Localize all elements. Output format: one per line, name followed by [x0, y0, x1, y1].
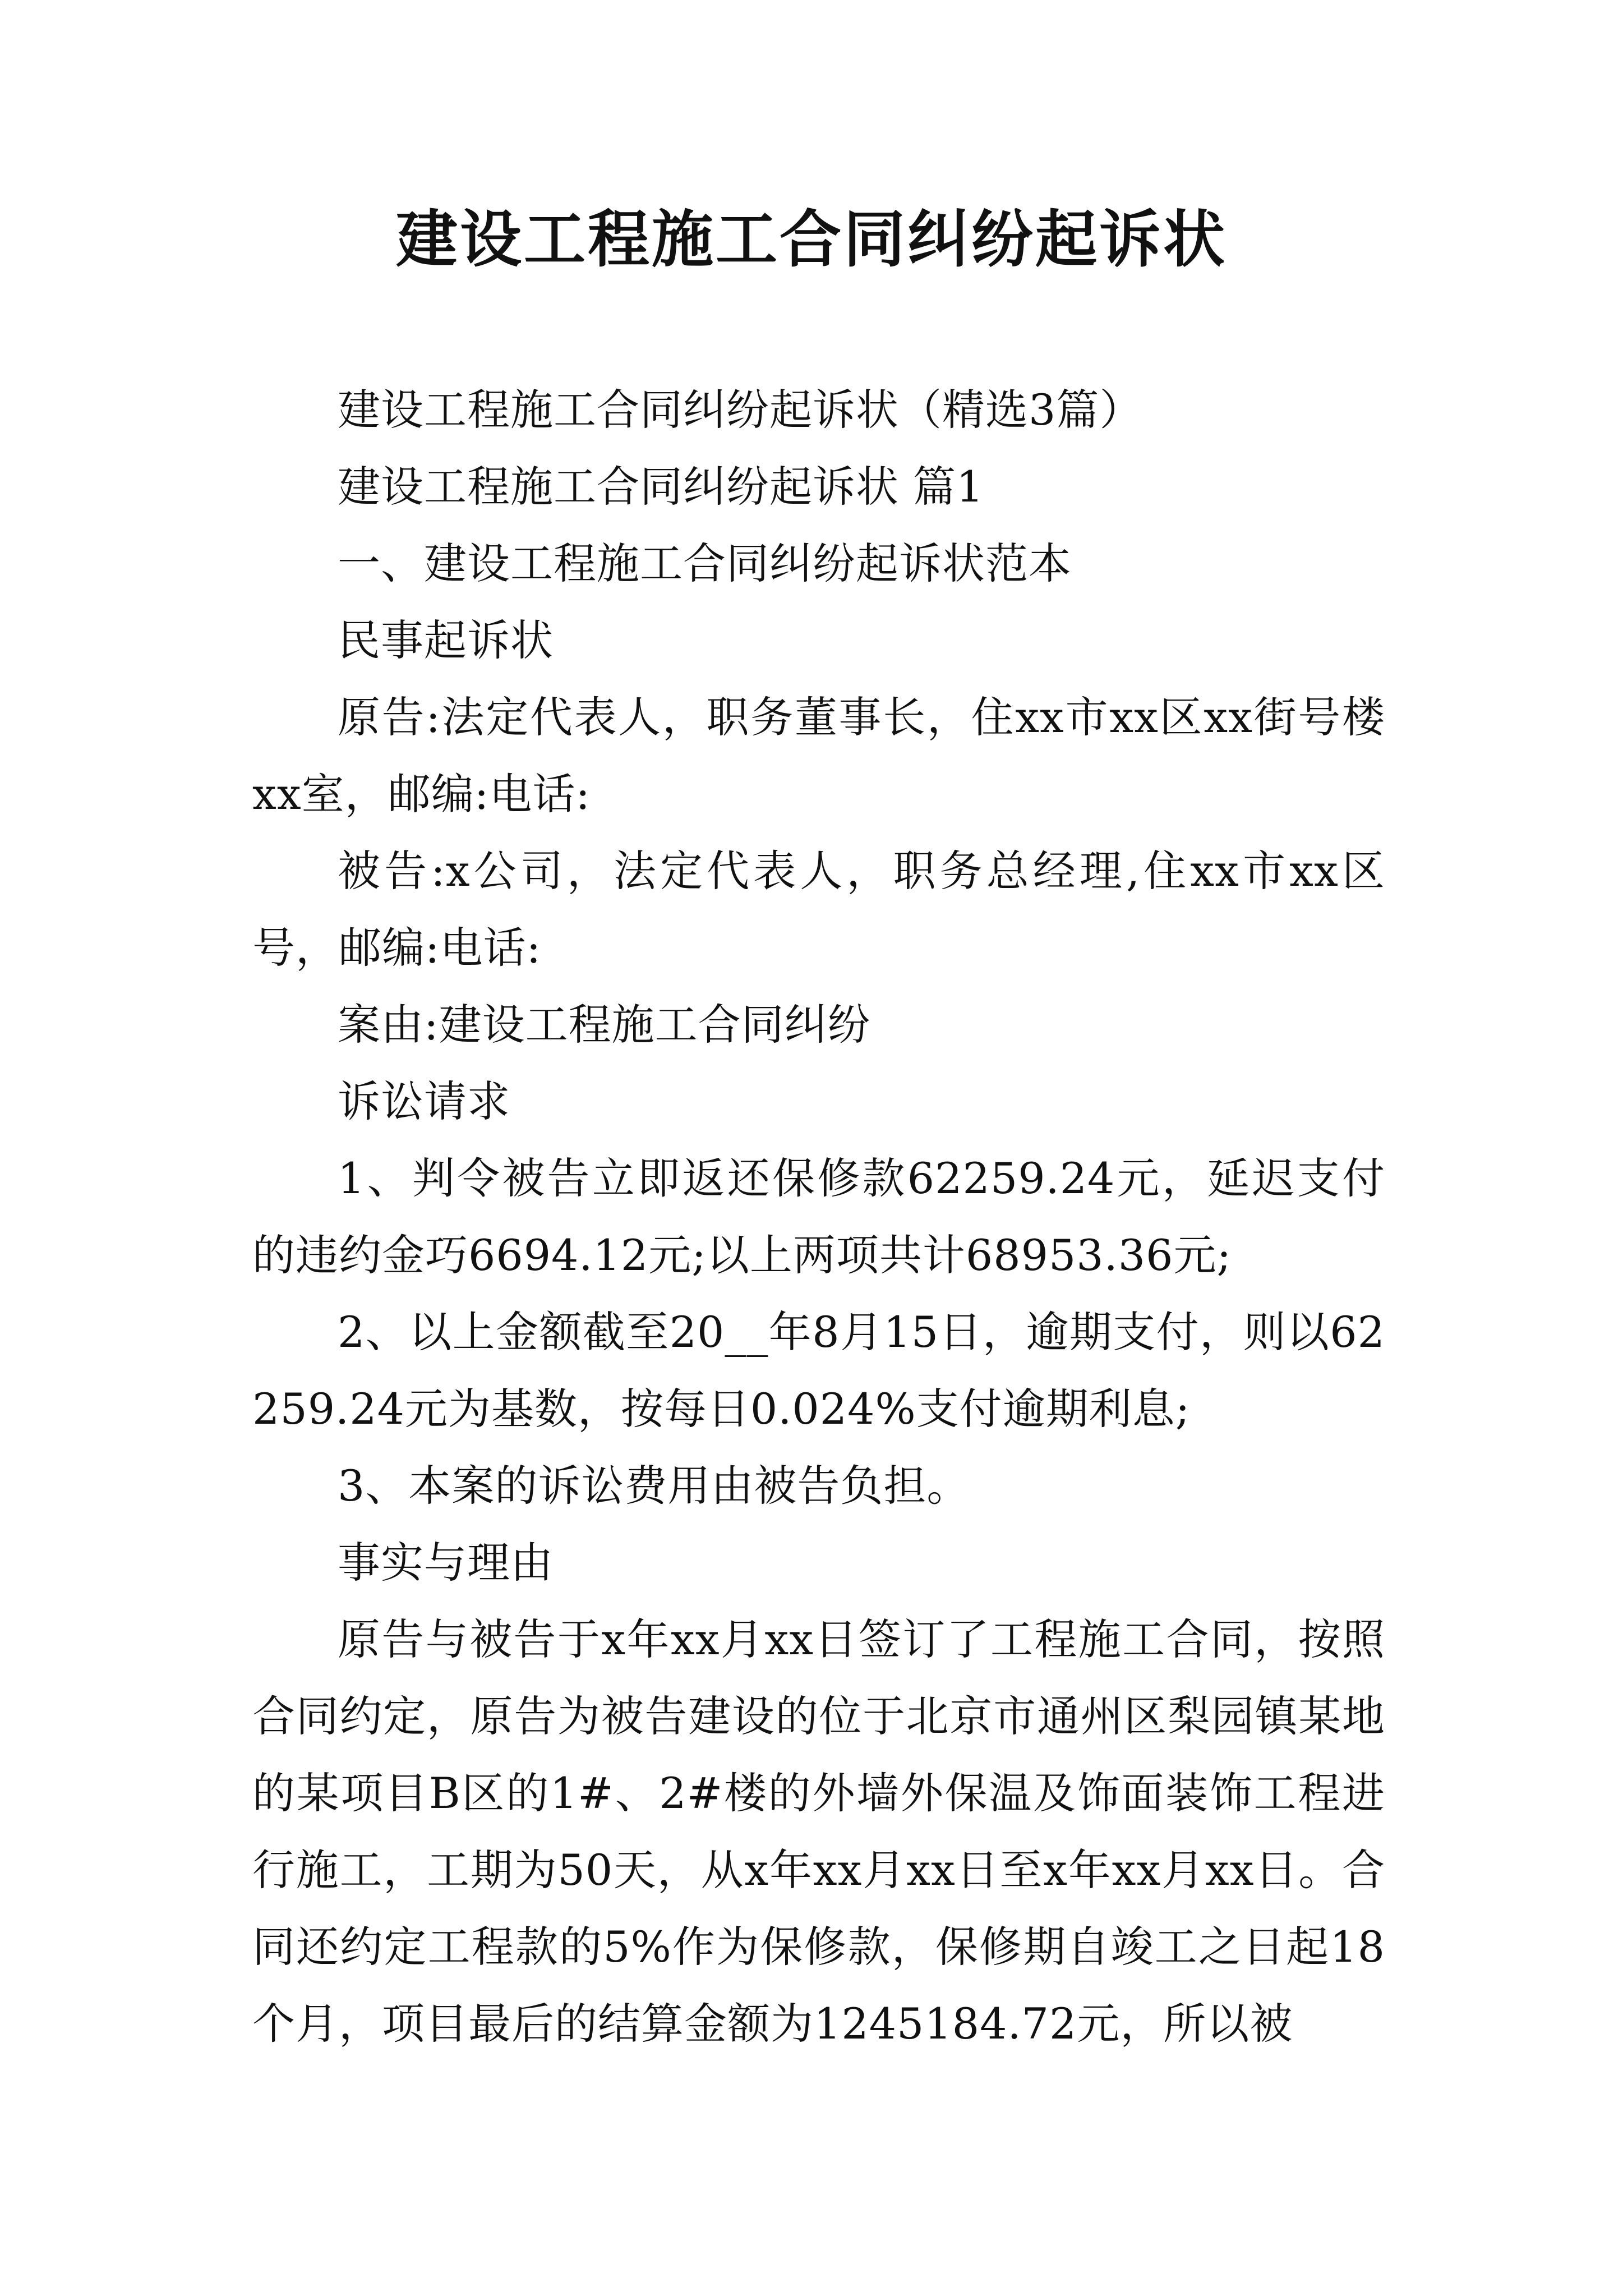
- paragraph-claim-1: 1、判令被告立即返还保修款62259.24元，延迟支付的违约金巧6694.12元;以上两项共计68953.36元;: [252, 1153, 1385, 1280]
- paragraph-facts-body: 原告与被告于x年xx月xx日签订了工程施工合同，按照合同约定，原告为被告建设的位于北京市通州区梨园镇某地的某项目B区的1#、2#楼的外墙外保温及饰面装饰工程进行施工，工期为50天，从x年xx月xx日至x年xx月xx日。合同还约定工程款的5%作为保修款，保修期自竣工之日起18个月，项目最后的结算金额为1245184.72元，所以被: [252, 1614, 1385, 2049]
- paragraph-claim-2: 2、以上金额截至20__年8月15日，逾期支付，则以62259.24元为基数，按每日0.024%支付逾期利息;: [252, 1307, 1385, 1434]
- paragraph-selection-heading: 建设工程施工合同纠纷起诉状（精选3篇）: [338, 385, 1143, 435]
- document-title: 建设工程施工合同纠纷起诉状: [396, 204, 1227, 275]
- paragraph-part-heading: 建设工程施工合同纠纷起诉状 篇1: [338, 462, 984, 512]
- paragraph-cause: 案由:建设工程施工合同纠纷: [338, 1000, 871, 1050]
- paragraph-defendant: 被告:x公司，法定代表人，职务总经理,住xx市xx区号，邮编:电话:: [252, 846, 1385, 973]
- paragraph-plaintiff: 原告:法定代表人，职务董事长，住xx市xx区xx街号楼xx室，邮编:电话:: [252, 692, 1385, 819]
- paragraph-claims-heading: 诉讼请求: [338, 1076, 510, 1126]
- document-body: [252, 371, 1385, 2062]
- paragraph-complaint-type: 民事起诉状: [338, 615, 554, 665]
- paragraph-claim-3: 3、本案的诉讼费用由被告负担。: [338, 1461, 970, 1511]
- paragraph-section-heading: 一、建设工程施工合同纠纷起诉状范本: [338, 539, 1072, 588]
- paragraph-facts-heading: 事实与理由: [338, 1538, 554, 1588]
